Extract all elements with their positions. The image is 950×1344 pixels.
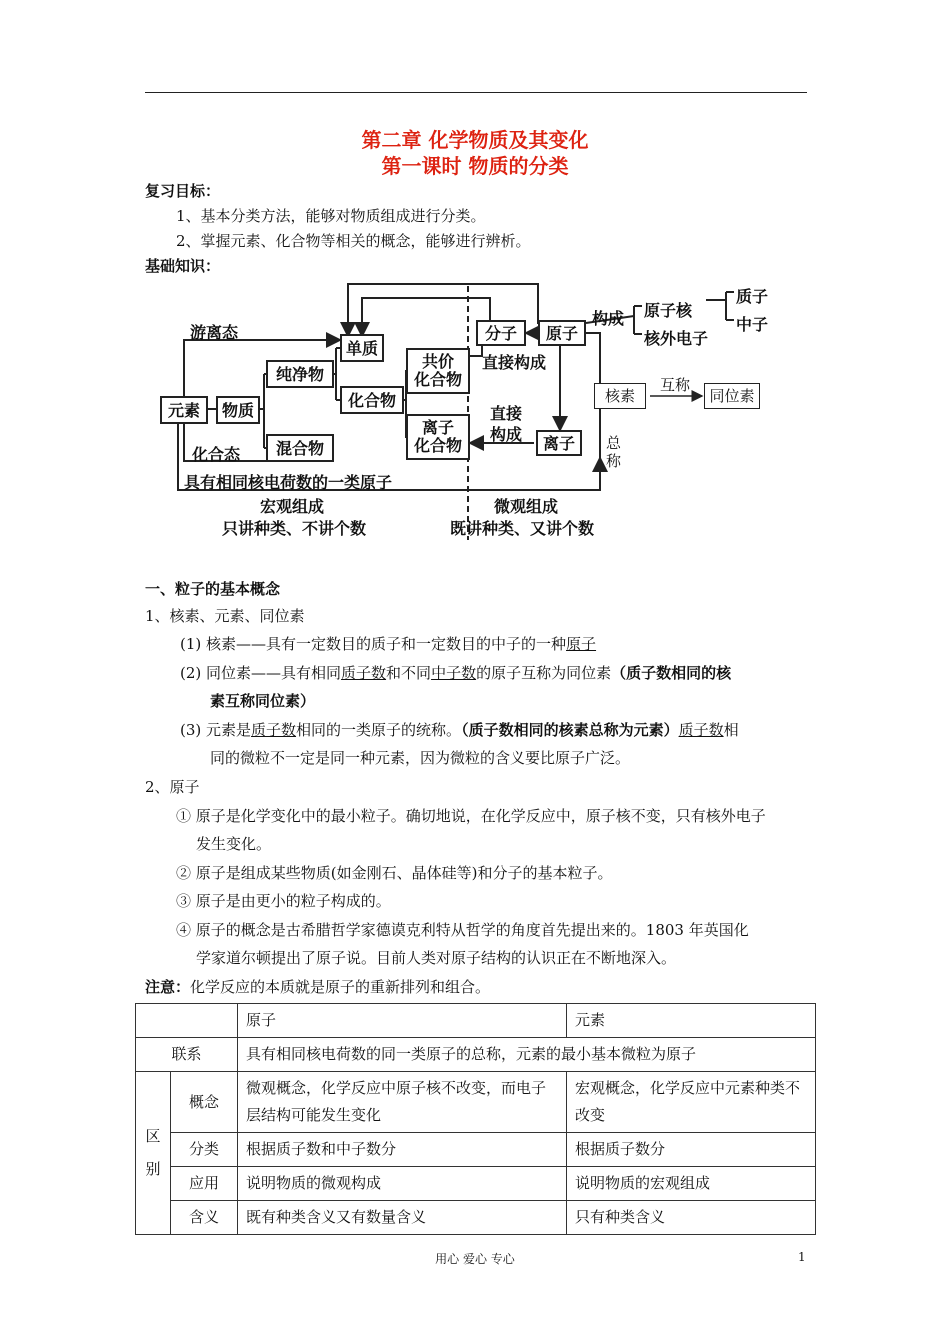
nucleus-label: 原子核 [644,301,693,320]
goal-item: 2、掌握元素、化合物等相关的概念，能够进行辨析。 [176,232,531,250]
macro-label: 宏观组成 [260,497,325,516]
section-heading: 一、粒子的基本概念 [145,580,281,598]
isotope-box: 同位素 [704,383,760,409]
table-cell: 既有种类含义又有数量含义 [238,1201,567,1235]
element-box: 元素 [160,396,208,424]
para-isotope: (2) 同位素——具有相同质子数和不同中子数的原子互称为同位素（质子数相同的核 [180,664,732,682]
table-header: 元素 [567,1004,816,1038]
atom-box: 原子 [538,320,586,346]
para-element-cont: 同的微粒不一定是同一种元素，因为微粒的含义要比原子广泛。 [210,749,631,767]
table-cell: 应用 [171,1167,238,1201]
micro-label: 微观组成 [494,497,559,516]
substance-box: 物质 [216,396,260,424]
mixture-box: 混合物 [266,434,334,462]
atom-element-comparison-table [135,1003,816,1235]
table-cell: 概念 [171,1072,238,1133]
table-row [136,1167,816,1201]
macro-note: 只讲种类、不讲个数 [222,519,367,538]
free-state-label: 游离态 [190,323,239,342]
page-footer: 用心 爱心 专心 [435,1252,515,1266]
lesson-title: 第一课时 物质的分类 [381,154,569,178]
para-nuclide: (1) 核素——具有一定数目的质子和一定数目的中子的一种原子 [180,635,597,653]
table-row [136,1004,816,1038]
same-charge-label: 具有相同核电荷数的一类原子 [184,473,393,492]
covalent-compound-box: 共价 化合物 [406,348,470,394]
table-cell: 分类 [171,1133,238,1167]
table-row [136,1038,816,1072]
simple-substance-box: 单质 [340,334,384,362]
composed-label: 构成 [592,309,625,328]
table-cell: 根据质子数和中子数分 [238,1133,567,1167]
general-label: 总 称 [606,434,622,470]
table-cell: 宏观概念，化学反应中元素种类不改变 [567,1072,816,1133]
direct-constitute-label-2: 直接 构成 [490,404,523,444]
table-cell: 微观概念，化学反应中原子核不改变，而电子层结构可能发生变化 [238,1072,567,1133]
nuclide-box: 核素 [594,383,646,409]
mutual-label: 互称 [660,376,691,394]
atom-point: ① 原子是化学变化中的最小粒子。确切地说，在化学反应中，原子核不变，只有核外电子 [176,807,766,825]
note: 注意：化学反应的本质就是原子的重新排列和组合。 [145,978,491,996]
table-cell: 说明物质的宏观组成 [567,1167,816,1201]
table-row [136,1072,816,1133]
header-rule [145,92,807,93]
table-header: 原子 [238,1004,567,1038]
review-goals-heading: 复习目标： [145,182,221,200]
direct-constitute-label: 直接构成 [482,353,547,372]
para-element: (3) 元素是质子数相同的一类原子的统称。（质子数相同的核素总称为元素）质子数相 [180,721,739,739]
subsection-heading: 1、核素、元素、同位素 [145,607,305,625]
basic-knowledge-heading: 基础知识： [145,257,221,275]
neutron-label: 中子 [736,315,769,334]
table-cell: 含义 [171,1201,238,1235]
table-cell: 联系 [136,1038,238,1072]
micro-note: 既讲种类、又讲个数 [450,519,595,538]
pure-substance-box: 纯净物 [266,360,334,388]
classification-diagram [150,278,790,548]
subsection-heading: 2、原子 [145,778,200,796]
para-isotope-cont: 素互称同位素） [210,692,316,710]
table-row [136,1201,816,1235]
table-cell: 只有种类含义 [567,1201,816,1235]
table-cell: 说明物质的微观构成 [238,1167,567,1201]
outer-electron-label: 核外电子 [644,329,709,348]
atom-point: ④ 原子的概念是古希腊哲学家德谟克利特从哲学的角度首先提出来的。1803 年英国化 [176,921,749,939]
chapter-title: 第二章 化学物质及其变化 [361,128,589,152]
molecule-box: 分子 [476,320,526,346]
atom-point: ② 原子是组成某些物质(如金刚石、晶体硅等)和分子的基本粒子。 [176,864,613,882]
ionic-compound-box: 离子 化合物 [406,414,470,460]
ion-box: 离子 [536,430,582,456]
atom-point: ③ 原子是由更小的粒子构成的。 [176,892,391,910]
proton-label: 质子 [736,287,769,306]
atom-point-cont: 发生变化。 [196,835,272,853]
table-cell: 根据质子数分 [567,1133,816,1167]
compound-box: 化合物 [340,386,404,414]
goal-item: 1、基本分类方法，能够对物质组成进行分类。 [176,207,486,225]
table-cell: 具有相同核电荷数的同一类原子的总称，元素的最小基本微粒为原子 [238,1038,816,1072]
atom-point-cont: 学家道尔顿提出了原子说。目前人类对原子结构的认识正在不断地深入。 [196,949,677,967]
combined-state-label: 化合态 [192,445,241,464]
table-cell: 区 别 [136,1072,171,1235]
table-row [136,1133,816,1167]
page-number: 1 [798,1250,806,1264]
